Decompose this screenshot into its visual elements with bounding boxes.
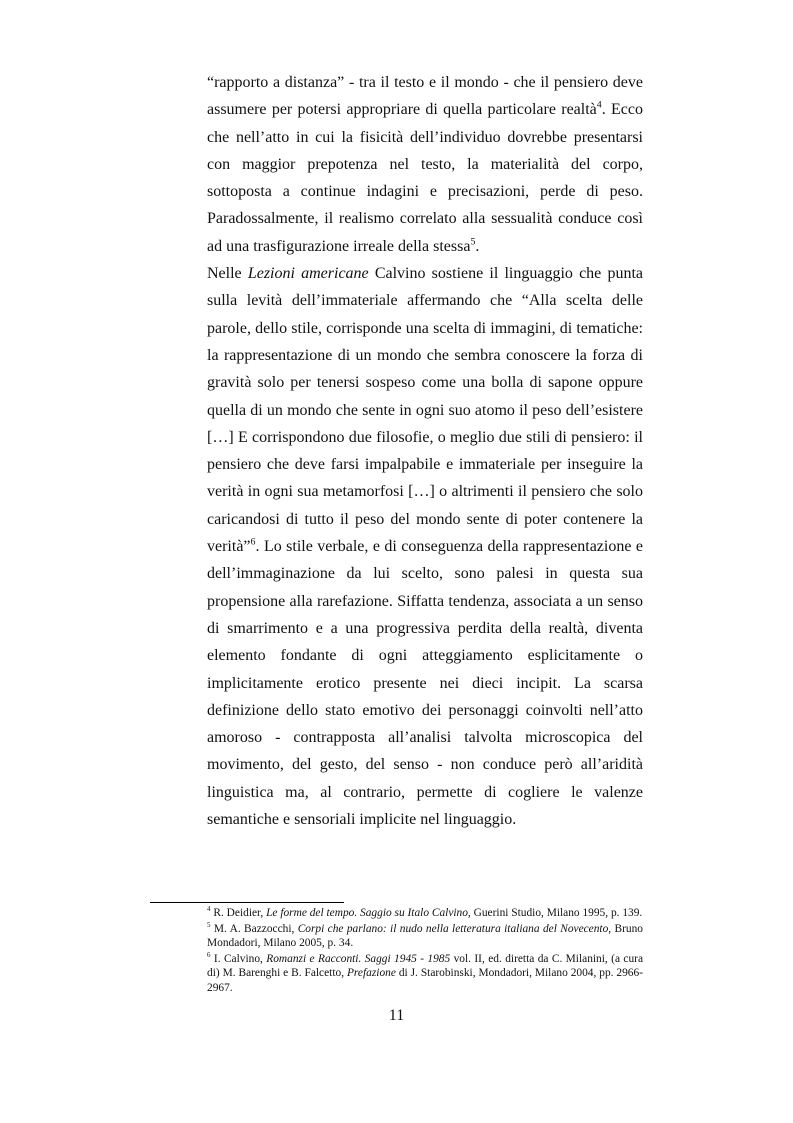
body-text bbox=[207, 69, 643, 833]
footnote-ref-4: 4 bbox=[596, 99, 602, 111]
footnote-6: $^6$ I. Calvino, Romanzi e Racconti. Saggi 1945 - 1985 vol. II, ed. diretta da C. Milanini, (a cura di) M. Barenghi e B. Falcetto, Prefazione di J. Starobinski, Mondadori, Milano 2004, pp. 2966-2967. bbox=[207, 950, 643, 994]
footnotes bbox=[207, 906, 643, 997]
footnote-ref-5: 5 bbox=[470, 236, 476, 248]
footnote-5: $^5$ M. A. Bazzocchi, Corpi che parlano: il nudo nella letteratura italiana del Novecento, Bruno Mondadori, Milano 2005, p. 34. bbox=[207, 920, 643, 950]
footnote-ref-6: 6 bbox=[250, 536, 256, 548]
footnote-separator bbox=[150, 902, 344, 903]
paragraph-1: “rapporto a distanza” - tra il testo e il mondo - che il pensiero deve assumere per potersi appropriare di quella particolare realtà$^4$. Ecco che nell’atto in cui la fisicità dell’individuo dovrebbe presentarsi con maggior prepotenza nel testo, la materialità del corpo, sottoposta a continue indagini e precisazioni, perde di peso. Paradossalmente, il realismo correlato alla sessualità conduce così ad una trasfigurazione irreale della stessa$^5$. bbox=[207, 74, 644, 255]
book-title: Lezioni americane bbox=[247, 265, 369, 283]
footnote-4: $^4$ R. Deidier, Le forme del tempo. Saggio su Italo Calvino, Guerini Studio, Milano 1995, p. 139. bbox=[207, 905, 643, 919]
paragraph-2: Nelle Lezioni americane Calvino sostiene il linguaggio che punta sulla levità dell’immateriale affermando che “Alla scelta delle parole, dello stile, corrisponde una scelta di immagini, di tematiche: la rappresentazione di un mondo che sembra conoscere la forza di gravità solo per tenersi sospeso come una bolla di sapone oppure quella di un mondo che sente in ogni suo atomo il peso dell’esistere […] E corrispondono due filosofie, o meglio due stili di pensiero: il pensiero che deve farsi impalpabile e immateriale per inseguire la verità in ogni sua metamorfosi […] o altrimenti il pensiero che solo caricandosi di tutto il peso del mondo sente di poter contenere la verità”$^6$. Lo stile verbale, e di conseguenza della rappresentazione e dell’immaginazione da lui scelto, sono palesi in questa sua propensione alla rarefazione. Siffatta tendenza, associata a un senso di smarrimento e a una progressiva perdita della realtà, diventa elemento fondante di ogni atteggiamento esplicitamente o implicitamente erotico presente nei dieci incipit. La scarsa definizione dello stato emotivo dei personaggi coinvolti nell’atto amoroso - contrapposta all’analisi talvolta microscopica del movimento, del gesto, del senso - non conduce però all’aridità linguistica ma, al contrario, permette di cogliere le valenze semantiche e sensoriali implicite nel linguaggio. bbox=[207, 265, 643, 829]
page-number: 11 bbox=[388, 1007, 405, 1024]
